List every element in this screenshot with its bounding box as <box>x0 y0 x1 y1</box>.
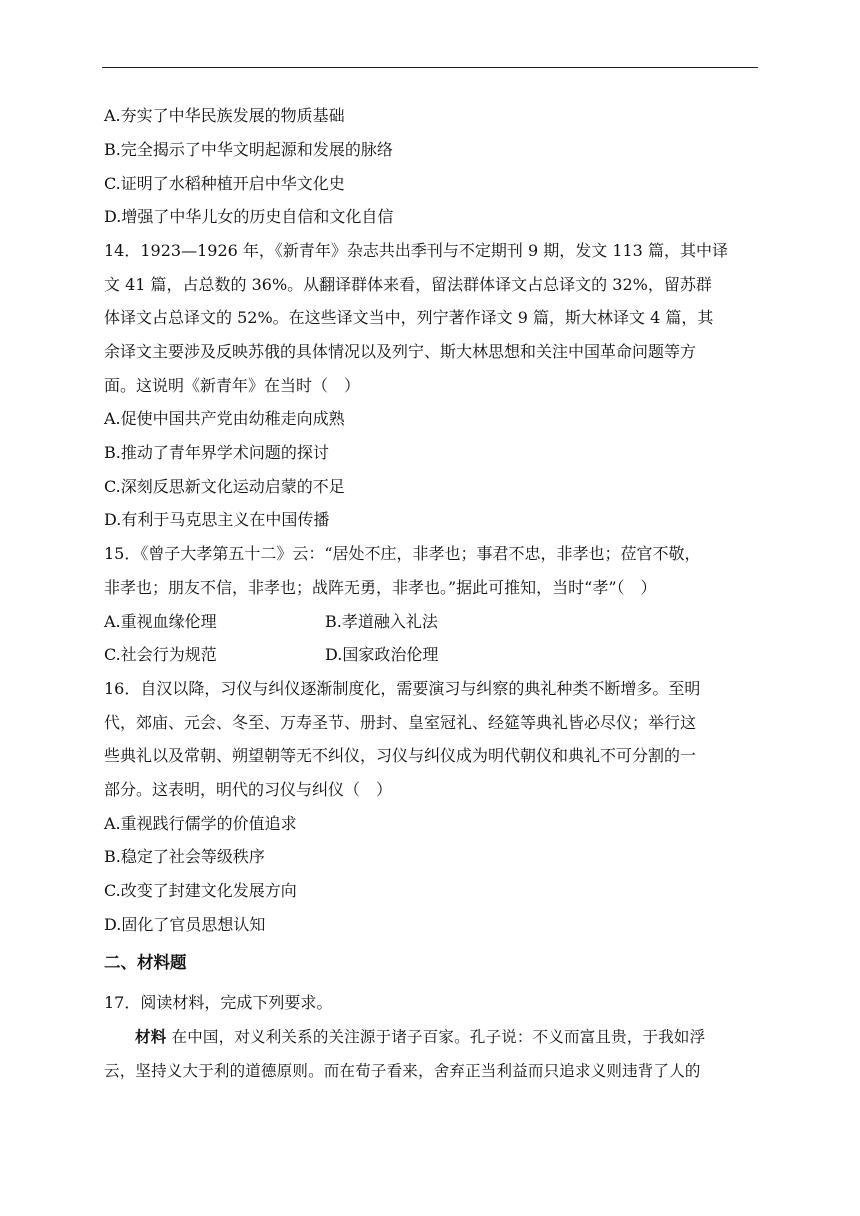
q15-stem-line: 非孝也；朋友不信，非孝也；战阵无勇，非孝也。”据此可推知，当时“孝”（ ） <box>104 578 657 597</box>
q15-option-d: D.国家政治伦理 <box>325 645 439 664</box>
q16-stem-line: 些典礼以及常朝、朔望朝等无不纠仪，习仪与纠仪成为明代朝仪和典礼不可分割的一 <box>104 746 697 765</box>
q15-option-c: C.社会行为规范 <box>104 645 217 664</box>
q14-stem-line: 文 41 篇，占总数的 36%。从翻译群体来看，留法群体译文占总译文的 32%，留苏群 <box>104 275 712 294</box>
q13-option-b: B.完全揭示了中华文明起源和发展的脉络 <box>104 140 393 159</box>
header-rule <box>102 67 758 68</box>
q13-option-c: C.证明了水稻种植开启中华文化史 <box>104 174 345 193</box>
q16-option-d: D.固化了官员思想认知 <box>104 915 266 934</box>
q17-material-line: 云，坚持义大于利的道德原则。而在荀子看来，舍弃正当利益而只追求义则违背了人的 <box>104 1062 701 1080</box>
q14-stem-line: 14．1923—1926 年，《新青年》杂志共出季刊与不定期刊 9 期，发文 113 篇，其中译 <box>104 241 728 260</box>
q16-option-c: C.改变了封建文化发展方向 <box>104 881 297 900</box>
q15-options-row <box>104 644 764 666</box>
q15-stem-line: 15．《曾子大孝第五十二》云：“居处不庄，非孝也；事君不忠，非孝也；莅官不敬， <box>104 544 701 563</box>
q15-option-b: B.孝道融入礼法 <box>325 612 438 631</box>
q17-material-line <box>135 1026 795 1048</box>
material-label: 材料 <box>135 1028 167 1046</box>
q14-option-d: D.有利于马克思主义在中国传播 <box>104 510 330 529</box>
section-heading: 二、材料题 <box>104 953 187 972</box>
q15-options-row <box>104 611 764 633</box>
q13-option-d: D.增强了中华儿女的历史自信和文化自信 <box>104 207 394 226</box>
q13-option-a: A.夯实了中华民族发展的物质基础 <box>104 106 345 125</box>
q14-stem-line: 面。这说明《新青年》在当时（ ） <box>104 376 361 395</box>
q16-stem-line: 代，郊庙、元会、冬至、万寿圣节、册封、皇室冠礼、经筵等典礼皆必尽仪；举行这 <box>104 713 697 732</box>
material-text: 在中国，对义利关系的关注源于诸子百家。孔子说：不义而富且贵，于我如浮 <box>166 1028 706 1046</box>
q14-stem-line: 余译文主要涉及反映苏俄的具体情况以及列宁、斯大林思想和关注中国革命问题等方 <box>104 342 697 361</box>
q17-prompt: 17．阅读材料，完成下列要求。 <box>104 993 333 1012</box>
q15-option-a: A.重视血缘伦理 <box>104 612 217 631</box>
q16-option-a: A.重视践行儒学的价值追求 <box>104 814 297 833</box>
q14-stem-line: 体译文占总译文的 52%。在这些译文当中，列宁著作译文 9 篇，斯大林译文 4 篇，其 <box>104 308 714 327</box>
q16-option-b: B.稳定了社会等级秩序 <box>104 847 265 866</box>
q14-option-b: B.推动了青年界学术问题的探讨 <box>104 443 329 462</box>
q14-option-a: A.促使中国共产党由幼稚走向成熟 <box>104 409 345 428</box>
q14-option-c: C.深刻反思新文化运动启蒙的不足 <box>104 477 345 496</box>
q16-stem-line: 16．自汉以降，习仪与纠仪逐渐制度化，需要演习与纠察的典礼种类不断增多。至明 <box>104 679 701 698</box>
q16-stem-line: 部分。这表明，明代的习仪与纠仪（ ） <box>104 780 393 799</box>
